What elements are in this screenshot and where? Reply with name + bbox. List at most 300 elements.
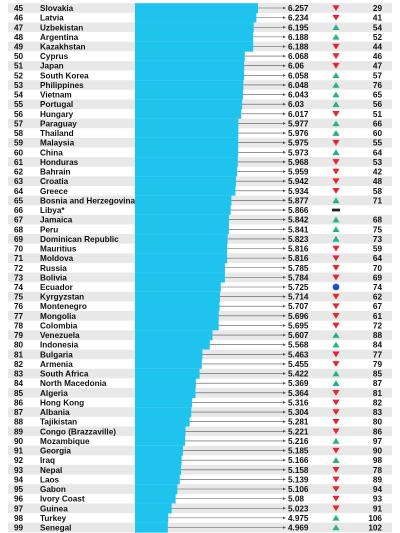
rank-up-icon [332,34,339,40]
country-label: Indonesia [40,340,79,350]
score-value: 5.785 [288,263,309,273]
table-row [8,426,392,436]
rank-label: 45 [14,4,24,14]
previous-rank: 98 [372,456,382,466]
table-row [14,148,382,158]
country-label: Uzbekistan [40,23,84,33]
score-bar [135,90,243,100]
table-row [8,503,392,513]
country-label: Hong Kong [40,398,85,408]
country-label: Philippines [40,80,84,90]
leader-arrow [283,266,286,269]
country-label: Cyprus [40,52,69,62]
score-value: 5.725 [288,282,309,292]
table-row [14,167,382,177]
previous-rank: 86 [372,427,382,437]
table-row [8,253,392,263]
score-value: 6.068 [288,52,309,62]
score-bar [135,311,219,321]
leader-arrow [283,305,286,308]
rank-label: 95 [14,485,24,495]
country-label: Honduras [40,157,79,167]
country-label: Hungary [40,109,74,119]
previous-rank: 83 [372,408,382,418]
leader-arrow [283,459,286,462]
country-label: Ecuador [40,282,73,292]
rank-label: 97 [14,504,24,514]
score-value: 6.03 [288,100,304,110]
previous-rank: 52 [372,32,382,42]
score-value: 5.816 [288,254,309,264]
previous-rank: 58 [372,186,382,196]
score-bar [135,398,192,408]
score-bar [135,234,228,244]
previous-rank: 90 [372,446,382,456]
country-label: Japan [40,61,64,71]
table-row [8,80,392,90]
country-label: Algeria [40,388,68,398]
rank-label: 63 [14,177,24,187]
rank-label: 48 [14,32,24,42]
rank-up-icon [332,226,339,232]
country-label: Colombia [40,321,78,331]
previous-rank: 68 [372,215,382,225]
score-value: 5.841 [288,225,309,235]
rank-down-icon [332,246,339,252]
table-row [14,263,382,273]
score-bar [135,119,238,129]
previous-rank: 44 [372,42,382,52]
score-value: 5.816 [288,244,309,254]
rank-label: 82 [14,359,24,369]
score-value: 5.842 [288,215,309,225]
table-row [8,176,392,186]
score-bar [135,138,238,148]
rank-label: 52 [14,71,24,81]
table-row [14,417,382,427]
score-value: 6.048 [288,80,309,90]
rank-label: 50 [14,52,24,62]
rank-label: 87 [14,408,24,418]
previous-rank: 74 [372,282,382,292]
rank-label: 98 [14,513,24,523]
table-row [14,321,382,331]
rank-label: 81 [14,350,24,360]
table-row [8,157,392,167]
table-row [8,330,392,340]
table-row [14,205,340,215]
score-value: 6.257 [288,4,309,14]
previous-rank: 82 [372,398,382,408]
previous-rank: 64 [372,148,382,158]
score-value: 6.188 [288,32,309,42]
country-label: Greece [40,186,68,196]
country-label: Laos [40,475,60,485]
rank-down-icon [332,303,339,309]
table-row [14,224,382,234]
table-row [8,42,392,52]
score-bar [135,282,221,292]
score-value: 5.369 [288,379,309,389]
table-row [14,71,382,81]
previous-rank: 89 [372,475,382,485]
score-value: 5.975 [288,138,309,148]
table-row [8,369,392,379]
rank-up-icon [332,92,339,98]
score-bar [135,244,227,254]
score-bar [135,215,229,225]
rank-down-icon [332,53,339,59]
leader-arrow [283,16,286,19]
leader-arrow [283,516,286,519]
score-bar [135,176,236,186]
rank-label: 85 [14,388,24,398]
previous-rank: 97 [372,436,382,446]
score-bar [135,484,177,494]
table-row [8,465,392,475]
previous-rank: 106 [368,513,382,523]
rank-label: 61 [14,157,24,167]
rank-label: 51 [14,61,24,71]
previous-rank: 85 [372,369,382,379]
country-label: Mongolia [40,311,76,321]
country-label: Paraguay [40,119,77,129]
rank-up-icon [332,457,339,463]
score-value: 5.823 [288,234,309,244]
country-label: Nepal [40,465,63,475]
leader-arrow [283,382,286,385]
country-label: Ivory Coast [40,494,85,504]
previous-rank: 41 [372,13,382,23]
rank-label: 70 [14,244,24,254]
previous-rank: 62 [372,292,382,302]
rank-label: 76 [14,302,24,312]
score-value: 5.455 [288,359,309,369]
previous-rank: 87 [372,379,382,389]
rank-label: 53 [14,80,24,90]
rank-label: 96 [14,494,24,504]
previous-rank: 70 [372,263,382,273]
country-label: Bahrain [40,167,71,177]
country-label: South Korea [40,71,89,81]
previous-rank: 54 [372,23,382,33]
score-value: 5.976 [288,129,309,139]
score-value: 5.607 [288,331,309,341]
country-label: South Africa [40,369,89,379]
country-label: Malaysia [40,138,75,148]
rank-label: 66 [14,206,24,216]
score-bar [135,523,168,533]
rank-label: 74 [14,282,24,292]
rank-down-icon [332,361,339,367]
leader-arrow [283,247,286,250]
country-label: Senegal [40,523,72,533]
previous-rank: 42 [372,167,382,177]
table-row [8,22,392,32]
rank-same-icon [333,284,340,291]
leader-arrow [283,170,286,173]
rank-new-icon [332,209,340,212]
country-label: Armenia [40,359,73,369]
score-bar [135,475,180,485]
score-value: 6.195 [288,23,309,33]
rank-up-icon [332,130,339,136]
table-row [14,494,382,504]
table-row [14,51,382,61]
score-value: 5.714 [288,292,309,302]
score-value: 5.866 [288,206,309,216]
country-label: Mozambique [40,436,90,446]
previous-rank: 77 [372,350,382,360]
table-row [14,340,382,350]
leader-arrow [283,478,286,481]
previous-rank: 29 [372,4,382,14]
score-value: 5.166 [288,456,309,466]
score-bar [135,51,245,61]
score-value: 5.023 [288,504,309,514]
rank-up-icon [332,342,339,348]
previous-rank: 67 [372,302,382,312]
previous-rank: 55 [372,138,382,148]
rank-label: 86 [14,398,24,408]
rank-label: 54 [14,90,24,100]
score-value: 5.977 [288,119,309,129]
country-label: Portugal [40,100,74,110]
table-row [14,359,382,369]
previous-rank: 46 [372,52,382,62]
leader-arrow [283,151,286,154]
country-label: Montenegro [40,302,87,312]
table-row [8,292,392,302]
rank-label: 46 [14,13,24,23]
country-label: Argentina [40,32,79,42]
country-label: Slovakia [40,4,74,14]
rank-label: 92 [14,456,24,466]
rank-label: 88 [14,417,24,427]
rank-down-icon [332,400,339,406]
score-bar [135,263,225,273]
score-bar [135,99,242,109]
score-bar [135,378,196,388]
table-row [8,234,392,244]
previous-rank: 75 [372,225,382,235]
country-label: Venezuela [40,331,80,341]
table-row [8,388,392,398]
rank-down-icon [332,496,339,502]
score-value: 5.364 [288,388,309,398]
score-bar [135,157,238,167]
rank-up-icon [332,72,339,78]
previous-rank: 66 [372,119,382,129]
score-value: 5.316 [288,398,309,408]
country-label: China [40,148,63,158]
previous-rank: 71 [372,196,382,206]
leader-arrow [283,343,286,346]
rank-label: 79 [14,331,24,341]
country-label: Russia [40,263,67,273]
previous-rank: 84 [372,340,382,350]
score-value: 5.304 [288,408,309,418]
score-bar [135,350,202,360]
leader-arrow [283,112,286,115]
score-value: 5.973 [288,148,309,158]
rank-up-icon [332,380,339,386]
score-value: 6.058 [288,71,309,81]
rank-down-icon [332,477,339,483]
rank-label: 94 [14,475,24,485]
table-row [8,273,392,283]
score-bar [135,292,220,302]
rank-label: 84 [14,379,24,389]
score-bar [135,436,185,446]
table-row [14,398,382,408]
table-row [14,378,382,388]
score-value: 5.221 [288,427,309,437]
score-value: 5.106 [288,485,309,495]
table-row [14,186,382,196]
score-bar [135,321,219,331]
table-row [8,61,392,71]
previous-rank: 94 [372,485,382,495]
score-bar [135,301,219,311]
leader-arrow [283,74,286,77]
previous-rank: 60 [372,129,382,139]
rank-down-icon [332,323,339,329]
score-value: 6.06 [288,61,304,71]
previous-rank: 81 [372,388,382,398]
previous-rank: 56 [372,100,382,110]
score-bar [135,407,191,417]
score-bar [135,330,212,340]
score-bar [135,340,210,350]
score-value: 5.216 [288,436,309,446]
score-value: 5.139 [288,475,309,485]
score-bar [135,128,238,138]
country-label: Congo (Brazzaville) [40,427,116,437]
score-bar [135,426,185,436]
table-row [14,13,382,23]
leader-arrow [283,35,286,38]
rank-down-icon [332,15,339,21]
score-bar [135,446,183,456]
rank-label: 72 [14,263,24,273]
rank-down-icon [332,265,339,271]
score-value: 5.707 [288,302,309,312]
score-value: 5.422 [288,369,309,379]
leader-arrow [283,286,286,289]
rank-label: 58 [14,129,24,139]
rank-label: 99 [14,523,24,533]
leader-arrow [283,420,286,423]
previous-rank: 57 [372,71,382,81]
country-label: Peru [40,225,59,235]
score-value: 5.281 [288,417,309,427]
score-bar [135,513,168,523]
table-row [14,90,382,100]
country-label: Kazakhstan [40,42,86,52]
score-value: 5.463 [288,350,309,360]
country-label: Dominican Republic [40,234,119,244]
table-row [8,3,392,13]
score-bar [135,148,238,158]
previous-rank: 73 [372,234,382,244]
score-bar [135,205,231,215]
previous-rank: 51 [372,109,382,119]
rank-up-icon [332,515,339,521]
score-bar [135,3,258,13]
score-bar [135,359,202,369]
rank-label: 47 [14,23,24,33]
previous-rank: 91 [372,504,382,514]
score-value: 5.934 [288,186,309,196]
previous-rank: 65 [372,90,382,100]
leader-arrow [283,401,286,404]
score-bar [135,224,229,234]
rank-label: 80 [14,340,24,350]
country-label: Croatia [40,177,69,187]
score-bar [135,273,225,283]
leader-arrow [283,189,286,192]
country-label: Guinea [40,504,68,514]
score-bar [135,388,195,398]
rank-label: 75 [14,292,24,302]
score-value: 5.877 [288,196,309,206]
score-bar [135,494,176,504]
score-value: 4.975 [288,513,309,523]
table-row [8,407,392,417]
rank-label: 90 [14,436,24,446]
score-value: 4.969 [288,523,309,533]
table-row [14,244,382,254]
rank-label: 77 [14,311,24,321]
country-label: Bolivia [40,273,67,283]
table-row [14,32,382,42]
table-row [14,128,382,138]
score-value: 6.188 [288,42,309,52]
country-label: Turkey [40,513,67,523]
rank-label: 68 [14,225,24,235]
previous-rank: 80 [372,417,382,427]
country-label: Tajikistan [40,417,78,427]
table-row [8,196,392,206]
rank-label: 71 [14,254,24,264]
leader-arrow [283,93,286,96]
score-bar [135,71,244,81]
rank-label: 89 [14,427,24,437]
leader-arrow [283,497,286,500]
score-bar [135,80,243,90]
table-row [8,484,392,494]
score-value: 6.043 [288,90,309,100]
score-value: 5.185 [288,446,309,456]
score-bar [135,109,241,119]
score-value: 5.696 [288,311,309,321]
leader-arrow [283,324,286,327]
previous-rank: 61 [372,311,382,321]
rank-label: 64 [14,186,24,196]
table-row [8,446,392,456]
score-bar [135,455,182,465]
country-label: North Macedonia [40,379,107,389]
country-label: Albania [40,408,70,418]
table-row [14,475,382,485]
rank-down-icon [332,111,339,117]
rank-label: 78 [14,321,24,331]
score-value: 6.017 [288,109,309,119]
previous-rank: 102 [368,523,382,533]
rank-up-icon [332,438,339,444]
score-bar [135,22,254,32]
